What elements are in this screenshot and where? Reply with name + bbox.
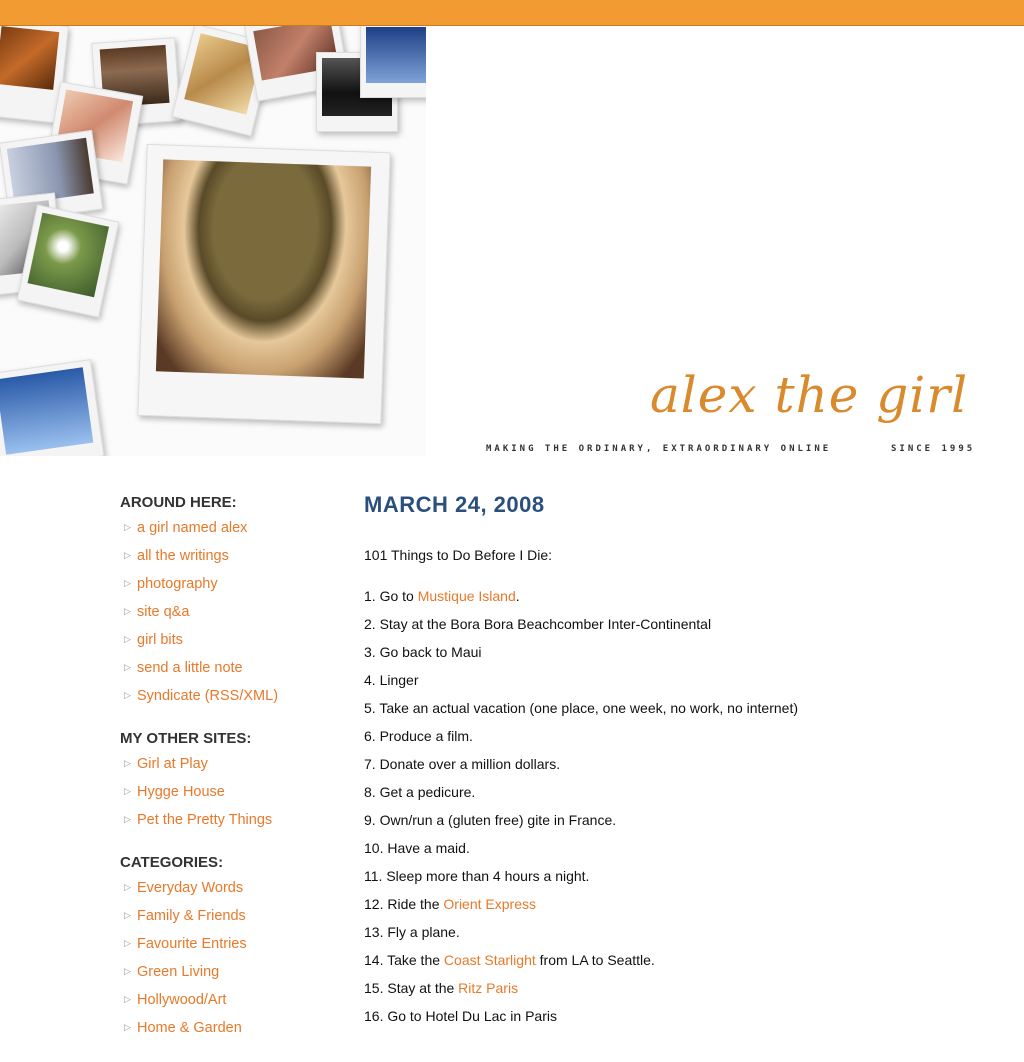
- sidebar: [120, 494, 340, 1062]
- categories-heading: CATEGORIES:: [120, 854, 224, 871]
- categories-list: [120, 880, 340, 1048]
- bullet-icon: ▷: [124, 606, 131, 616]
- todo-list-item: [364, 616, 984, 644]
- sidebar-item-girl-bits[interactable]: [120, 632, 340, 660]
- sidebar-link[interactable]: Pet the Pretty Things: [137, 812, 273, 828]
- sidebar-item-girl-at-play[interactable]: [120, 756, 340, 784]
- todo-list-item: [364, 952, 984, 980]
- todo-item-text: 3. Go back to Maui: [364, 644, 482, 660]
- todo-list-item: [364, 924, 984, 952]
- bullet-icon: ▷: [124, 910, 131, 920]
- polaroid-palm-photo: [0, 359, 104, 456]
- todo-list-item: [364, 896, 984, 924]
- top-accent-bar: [0, 0, 1024, 26]
- todo-item-text-after: .: [515, 588, 520, 604]
- bullet-icon: ▷: [124, 814, 131, 824]
- todo-item-link[interactable]: Mustique Island: [417, 588, 516, 604]
- todo-item-text: 6. Produce a film.: [364, 728, 473, 744]
- sidebar-link[interactable]: Hollywood/Art: [137, 992, 227, 1008]
- bullet-icon: ▷: [124, 966, 131, 976]
- todo-item-text: 1. Go to: [364, 588, 418, 604]
- todo-list-item: [364, 728, 984, 756]
- todo-item-text: 7. Donate over a million dollars.: [364, 756, 561, 772]
- sidebar-link[interactable]: Home & Garden: [137, 1020, 242, 1036]
- bullet-icon: ▷: [124, 550, 131, 560]
- sidebar-item-family-friends[interactable]: [120, 908, 340, 936]
- todo-list-item: [364, 588, 984, 616]
- sidebar-link[interactable]: Hygge House: [137, 784, 225, 800]
- photo-collage: [0, 26, 426, 456]
- around-here-list: [120, 520, 340, 716]
- bullet-icon: ▷: [124, 882, 131, 892]
- todo-list-item: [364, 868, 984, 896]
- sidebar-item-pet-pretty-things[interactable]: [120, 812, 340, 840]
- bullet-icon: ▷: [124, 662, 131, 672]
- site-logo[interactable]: alex the girl: [650, 366, 969, 424]
- sidebar-link[interactable]: Favourite Entries: [137, 936, 247, 952]
- bullet-icon: ▷: [124, 1022, 131, 1032]
- sidebar-item-site-qa[interactable]: [120, 604, 340, 632]
- site-tagline: MAKING THE ORDINARY, EXTRAORDINARY ONLINE: [486, 444, 832, 454]
- sidebar-link[interactable]: site q&a: [137, 604, 190, 620]
- todo-item-text: 11. Sleep more than 4 hours a night.: [364, 868, 590, 884]
- main-content: [364, 492, 984, 1036]
- todo-item-text: 2. Stay at the Bora Bora Beachcomber Inter-Continental: [364, 616, 712, 632]
- sidebar-link[interactable]: a girl named alex: [137, 520, 248, 536]
- sidebar-item-syndicate[interactable]: [120, 688, 340, 716]
- todo-item-text: 12. Ride the: [364, 896, 444, 912]
- todo-item-text: 16. Go to Hotel Du Lac in Paris: [364, 1008, 557, 1024]
- todo-list-item: [364, 644, 984, 672]
- todo-item-text: 10. Have a maid.: [364, 840, 470, 856]
- bullet-icon: ▷: [124, 578, 131, 588]
- post-date-title: MARCH 24, 2008: [364, 492, 545, 517]
- todo-item-text: 15. Stay at the: [364, 980, 459, 996]
- sidebar-item-hygge-house[interactable]: [120, 784, 340, 812]
- todo-list-item: [364, 756, 984, 784]
- post-intro: 101 Things to Do Before I Die:: [364, 547, 553, 563]
- sidebar-link[interactable]: Family & Friends: [137, 908, 246, 924]
- todo-item-text: 13. Fly a plane.: [364, 924, 460, 940]
- todo-item-link[interactable]: Coast Starlight: [443, 952, 536, 968]
- sidebar-link[interactable]: Green Living: [137, 964, 220, 980]
- todo-list-item: [364, 784, 984, 812]
- sidebar-item-send-note[interactable]: [120, 660, 340, 688]
- bullet-icon: ▷: [124, 758, 131, 768]
- bullet-icon: ▷: [124, 994, 131, 1004]
- site-since: SINCE 1995: [891, 444, 976, 454]
- sidebar-link[interactable]: Syndicate (RSS/XML): [137, 688, 279, 704]
- bullet-icon: ▷: [124, 634, 131, 644]
- todo-list-item: [364, 672, 984, 700]
- bullet-icon: ▷: [124, 938, 131, 948]
- sidebar-link[interactable]: girl bits: [137, 632, 183, 648]
- todo-list-item: [364, 1008, 984, 1036]
- todo-item-text: 14. Take the: [364, 952, 444, 968]
- sidebar-link[interactable]: Everyday Words: [137, 880, 244, 896]
- todo-list: [364, 588, 984, 1036]
- sidebar-link[interactable]: Girl at Play: [137, 756, 208, 772]
- bullet-icon: ▷: [124, 522, 131, 532]
- todo-list-item: [364, 700, 984, 728]
- site-header: [0, 26, 1024, 456]
- bullet-icon: ▷: [124, 786, 131, 796]
- sidebar-link[interactable]: all the writings: [137, 548, 229, 564]
- around-here-heading: AROUND HERE:: [120, 494, 237, 511]
- polaroid-sky-photo: [360, 26, 426, 98]
- todo-item-link[interactable]: Ritz Paris: [458, 980, 519, 996]
- other-sites-heading: MY OTHER SITES:: [120, 730, 252, 747]
- todo-list-item: [364, 840, 984, 868]
- bullet-icon: ▷: [124, 690, 131, 700]
- sidebar-link[interactable]: photography: [137, 576, 218, 592]
- sidebar-item-girl-named-alex[interactable]: [120, 520, 340, 548]
- todo-item-text: 5. Take an actual vacation (one place, one week, no work, no internet): [364, 700, 799, 716]
- sidebar-item-all-writings[interactable]: [120, 548, 340, 576]
- todo-item-link[interactable]: Orient Express: [443, 896, 536, 912]
- sidebar-item-green-living[interactable]: [120, 964, 340, 992]
- sidebar-link[interactable]: send a little note: [137, 660, 243, 676]
- sidebar-item-everyday-words[interactable]: [120, 880, 340, 908]
- sidebar-item-photography[interactable]: [120, 576, 340, 604]
- polaroid-main-hat-photo: [137, 144, 390, 424]
- other-sites-list: [120, 756, 340, 840]
- todo-item-text-after: from LA to Seattle.: [535, 952, 655, 968]
- sidebar-item-favourite-entries[interactable]: [120, 936, 340, 964]
- sidebar-item-home-garden[interactable]: [120, 1020, 340, 1048]
- todo-list-item: [364, 980, 984, 1008]
- todo-item-text: 8. Get a pedicure.: [364, 784, 476, 800]
- todo-item-text: 9. Own/run a (gluten free) gite in France.: [364, 812, 617, 828]
- todo-item-text: 4. Linger: [364, 672, 419, 688]
- sidebar-item-hollywood-art[interactable]: [120, 992, 340, 1020]
- todo-list-item: [364, 812, 984, 840]
